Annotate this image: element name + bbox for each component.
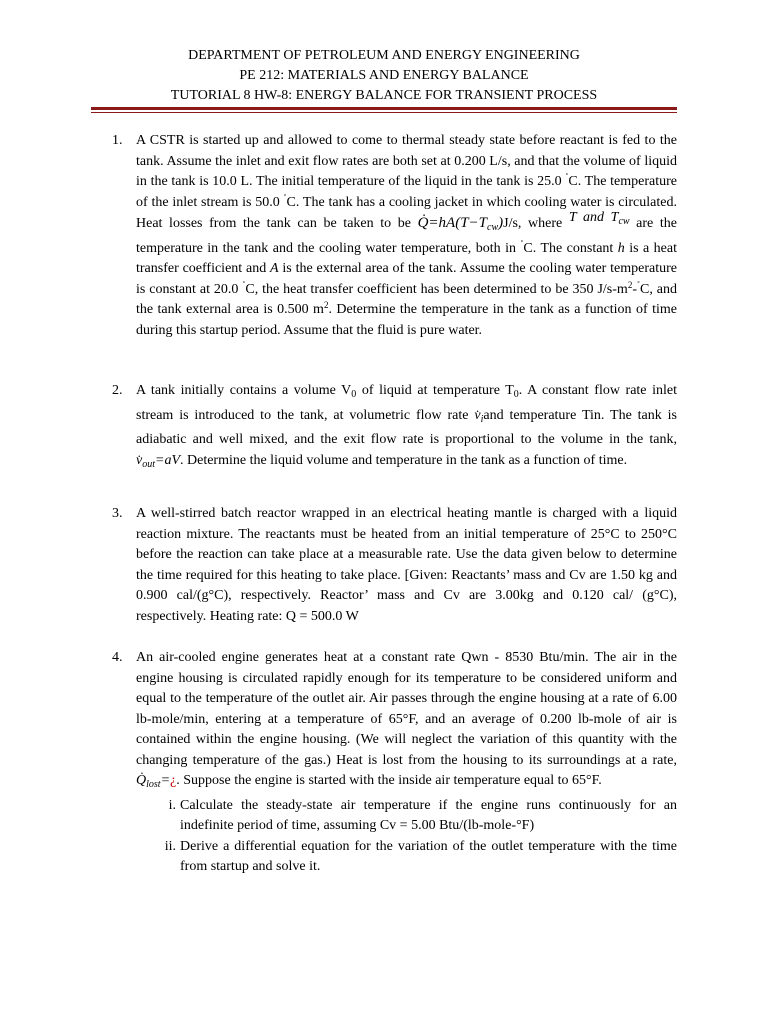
question-number: 3. (112, 506, 123, 521)
question-4 (112, 648, 677, 878)
question-3 (112, 504, 677, 627)
question-2 (112, 381, 677, 475)
document-header (0, 46, 768, 106)
tutorial-title: TUTORIAL 8 HW-8: ENERGY BALANCE FOR TRANSIENT PROCESS (170, 88, 598, 103)
question-number: 1. (112, 133, 123, 148)
department-title: DEPARTMENT OF PETROLEUM AND ENERGY ENGINEERING (188, 48, 580, 63)
question-number: 4. (112, 650, 123, 665)
sub-question-ii: ii. Derive a differential equation for the variation of the outlet temperature with the time from startup and solve it. (164, 838, 677, 874)
sub-question-i: i. Calculate the steady-state air temperature if the engine runs continuously for an indefinite period of time, assuming Cv = 5.00 Btu/(lb-mole-°F) (168, 797, 677, 833)
outlet-flow-equation: $v̇_{out}=aV$ (136, 452, 180, 470)
header-rule-thin (91, 112, 677, 113)
sub-question-list (146, 796, 677, 878)
heat-loss-symbol: $Q̇_{lost}=¿$ (136, 773, 177, 790)
inlet-flow-symbol: $v̇_i$ (474, 407, 484, 425)
question-number: 2. (112, 383, 123, 398)
question-text: An air-cooled engine generates heat at a constant rate Qwn - 8530 Btu/min. The air in the engine housing is circulated rapidly enough for its temperature to be considered uniform and equal to the temperature of the outlet air. Air passes through the engine housing at a rate of 6.00 lb-mole/min, entering at a temperature of 65°F, and an average of 0.200 lb-mole of air is contained within the engine housing. (We will neglect the variation of this quantity with the changing temperature of the gas.) Heat is lost from the housing to its surroundings at a rate, $Q̇_{lost}=¿$. Suppose the engine is started with the inside air temperature equal to 65°F. (136, 650, 677, 790)
course-title: PE 212: MATERIALS AND ENERGY BALANCE (239, 68, 529, 83)
question-text: A CSTR is started up and allowed to come to thermal steady state before reactant is fed to the tank. Assume the inlet and exit flow rates are both set at 0.200 L/s, and that the volume of liquid in the tank is 10.0 L. The initial temperature of the liquid in the tank is 25.0 ˚C. The temperature of the inlet stream is 50.0 ˚C. The tank has a cooling jacket in which cooling water is circulated. Heat losses from the tank can be taken to be $Q̇=hA(T-T_{cw})J/s$, where T and $T_{cw}$ are the temperature in the tank and the cooling water temperature, both in ˚C. The constant h is a heat transfer coefficient and A is the external area of the tank. Assume the cooling water temperature is constant at 20.0 ˚C, the heat transfer coefficient has been determined to be 350 $J/s-m^2-^˚C$, and the tank external area is 0.500 $m^2$. Determine the temperature in the tank as a function of time during this startup period. Assume that the fluid is pure water. (136, 133, 678, 338)
temperature-symbols: T and $T_{cw}$ (568, 210, 630, 227)
header-rule-thick (91, 107, 677, 110)
question-text: A well-stirred batch reactor wrapped in an electrical heating mantle is charged with a liquid reaction mixture. The reactants must be heated from an initial temperature of 25°C to 250°C before the reaction can take place at a measurable rate. Use the data given below to determine the time required for this heating to take place. [Given: Reactants’ mass and Cv are 1.50 kg and 0.900 cal/(g°C), respectively. Reactor’ mass and Cv are 3.00kg and 0.120 cal/ (g°C), respectively. Heating rate: Q = 500.0 W (136, 506, 677, 624)
heat-loss-equation: $Q̇=hA(T-T_{cw})$ (417, 215, 504, 233)
question-1 (112, 131, 677, 341)
question-text: A tank initially contains a volume $V_0$ of liquid at temperature $T_0$. A constant flow rate inlet stream is introduced to the tank, at volumetric flow rate $v̇_iand$ temperature Tin. The tank is adiabatic and well mixed, and the exit flow rate is proportional to the volume in the tank, $v̇_{out}=aV$. Determine the liquid volume and temperature in the tank as a function of time. (136, 383, 677, 470)
